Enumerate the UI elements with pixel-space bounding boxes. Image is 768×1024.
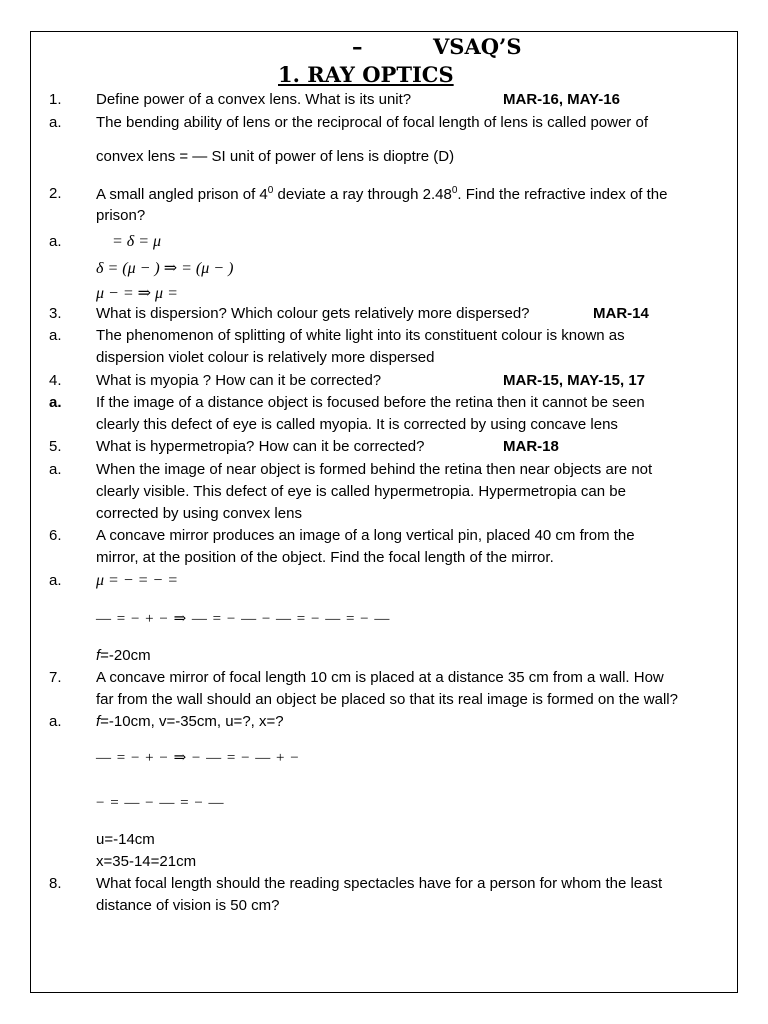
equation: δ = (μ − ) ⇒ = (μ − ) [96, 260, 234, 277]
answer-text: convex lens = — SI unit of power of lens is dioptre (D) [96, 148, 455, 165]
equation: μ = − = − = [96, 572, 179, 589]
chapter-title: 1. RAY OPTICS [278, 62, 454, 87]
question-text: A concave mirror produces an image of a long vertical pin, placed 40 cm from the [96, 527, 635, 544]
answer-label: a. [49, 572, 62, 589]
question-8-line-2 [0, 897, 768, 917]
answer-text: u=-14cm [96, 831, 155, 848]
answer-label: a. [49, 461, 62, 478]
equation: — = − + − ⇒ — = − — − — = − — = − — [96, 611, 391, 627]
answer-text: clearly this defect of eye is called myopia. It is corrected by using concave lens [96, 416, 618, 433]
answer-label: a. [49, 394, 62, 411]
equation: − = — − — = − — [96, 795, 225, 811]
question-text: What is dispersion? Which colour gets relatively more dispersed? [96, 305, 530, 322]
question-number: 6. [49, 527, 62, 544]
answer-3 [0, 327, 768, 347]
question-6 [0, 527, 768, 547]
question-4 [0, 372, 768, 392]
answer-1 [0, 114, 768, 134]
exam-tag: MAR-14 [593, 305, 649, 322]
question-text: distance of vision is 50 cm? [96, 897, 280, 914]
answer-7-line-3 [0, 795, 768, 815]
question-6-line-2 [0, 549, 768, 569]
question-text: What is myopia ? How can it be corrected? [96, 372, 382, 389]
answer-text: f=-20cm [96, 647, 151, 664]
answer-1-line-2 [0, 148, 768, 168]
question-number: 8. [49, 875, 62, 892]
question-number: 3. [49, 305, 62, 322]
answer-2-line-3 [0, 283, 768, 303]
question-text: A concave mirror of focal length 10 cm is placed at a distance 35 cm from a wall. How [96, 669, 664, 686]
question-3 [0, 305, 768, 325]
document-header [0, 34, 768, 58]
answer-text: The bending ability of lens or the reciprocal of focal length of lens is called power of [96, 114, 648, 131]
answer-7-line-2 [0, 748, 768, 768]
answer-text: When the image of near object is formed behind the retina then near objects are not [96, 461, 653, 478]
question-number: 4. [49, 372, 62, 389]
exam-tag: MAR-18 [503, 438, 559, 455]
answer-text: f=-10cm, v=-35cm, u=?, x=? [96, 713, 284, 730]
answer-7 [0, 713, 768, 733]
question-1 [0, 91, 768, 111]
answer-6-line-3 [0, 647, 768, 667]
answer-4 [0, 394, 768, 414]
answer-2-line-2 [0, 258, 768, 278]
question-text: Define power of a convex lens. What is its unit? [96, 91, 412, 108]
equation: μ − = ⇒ μ = [96, 285, 178, 302]
answer-label: a. [49, 233, 62, 250]
question-number: 7. [49, 669, 62, 686]
answer-7-line-5 [0, 853, 768, 873]
header-dash: – [352, 34, 363, 59]
question-text: far from the wall should an object be placed so that its real image is formed on the wall? [96, 691, 678, 708]
answer-text: corrected by using convex lens [96, 505, 302, 522]
question-2 [0, 185, 768, 205]
question-5 [0, 438, 768, 458]
question-7-line-2 [0, 691, 768, 711]
question-number: 5. [49, 438, 62, 455]
question-text: What focal length should the reading spectacles have for a person for whom the least [96, 875, 663, 892]
answer-2 [0, 233, 768, 253]
answer-label: a. [49, 327, 62, 344]
equation: = δ = μ [112, 233, 162, 250]
equation: — = − + − ⇒ − — = − — + − [96, 750, 300, 766]
question-2-line-2 [0, 207, 768, 227]
question-text: prison? [96, 207, 146, 224]
exam-tag: MAR-16, MAY-16 [503, 91, 620, 108]
header-title: VSAQ’S [433, 34, 522, 59]
answer-text: x=35-14=21cm [96, 853, 197, 870]
question-text: mirror, at the position of the object. Find the focal length of the mirror. [96, 549, 554, 566]
question-text: A small angled prison of $4^0$ deviate a ray through 2.48$^0$. Find the refractive index of the [96, 185, 668, 203]
answer-5-line-3 [0, 505, 768, 525]
question-number: 2. [49, 185, 62, 202]
answer-6-line-2 [0, 609, 768, 629]
answer-text: The phenomenon of splitting of white light into its constituent colour is known as [96, 327, 625, 344]
answer-7-line-4 [0, 831, 768, 851]
question-8 [0, 875, 768, 895]
answer-4-line-2 [0, 416, 768, 436]
answer-label: a. [49, 713, 62, 730]
question-text: What is hypermetropia? How can it be corrected? [96, 438, 425, 455]
answer-text: If the image of a distance object is focused before the retina then it cannot be seen [96, 394, 645, 411]
answer-5-line-2 [0, 483, 768, 503]
question-number: 1. [49, 91, 62, 108]
answer-label: a. [49, 114, 62, 131]
answer-3-line-2 [0, 349, 768, 369]
answer-text: dispersion violet colour is relatively more dispersed [96, 349, 435, 366]
question-7 [0, 669, 768, 689]
answer-6 [0, 572, 768, 592]
answer-5 [0, 461, 768, 481]
exam-tag: MAR-15, MAY-15, 17 [503, 372, 646, 389]
answer-text: clearly visible. This defect of eye is called hypermetropia. Hypermetropia can be [96, 483, 626, 500]
